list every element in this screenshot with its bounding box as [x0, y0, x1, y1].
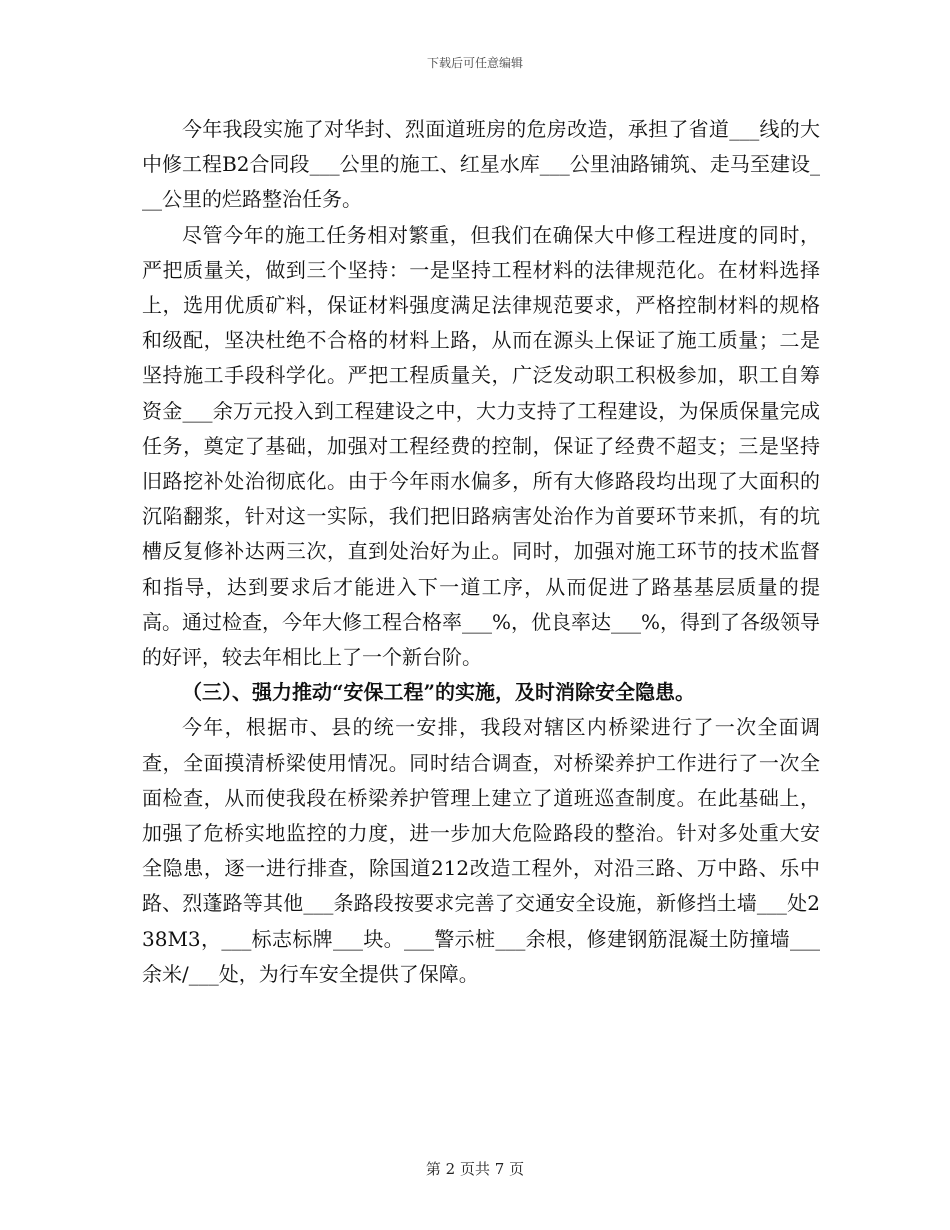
- header-note: 下载后可任意编辑: [426, 56, 523, 70]
- paragraph-1: 今年我段实施了对华封、烈面道班房的危房改造，承担了省道___线的大中修工程B2合同段___公里的施工、红星水库___公里油路铺筑、走马至建设___公里的烂路整治任务。: [142, 117, 820, 212]
- section-heading: （三）、强力推动“安保工程”的实施，及时消除安全隐患。: [182, 680, 696, 705]
- document-body: [142, 112, 820, 992]
- paragraph-3: 今年，根据市、县的统一安排，我段对辖区内桥梁进行了一次全面调查，全面摸清桥梁使用情况。同时结合调查，对桥梁养护工作进行了一次全面检查，从而使我段在桥梁养护管理上建立了道班巡查制度。在此基础上，加强了危桥实地监控的力度，进一步加大危险路段的整治。针对多处重大安全隐患，逐一进行排查，除国道212改造工程外，对沿三路、万中路、乐中路、烈蓬路等其他___条路段按要求完善了交通安全设施，新修挡土墙___处238M3，___标志标牌___块。___警示桩___余根，修建钢筋混凝土防撞墙___余米/___处，为行车安全提供了保障。: [142, 715, 820, 986]
- page-number: 第 2 页共 7 页: [425, 1160, 525, 1178]
- paragraph-2: 尽管今年的施工任务相对繁重，但我们在确保大中修工程进度的同时，严把质量关，做到三个坚持：一是坚持工程材料的法律规范化。在材料选择上，选用优质矿料，保证材料强度满足法律规范要求，严格控制材料的规格和级配，坚决杜绝不合格的材料上路，从而在源头上保证了施工质量；二是坚持施工手段科学化。严把工程质量关，广泛发动职工积极参加，职工自筹资金___余万元投入到工程建设之中，大力支持了工程建设，为保质保量完成任务，奠定了基础，加强对工程经费的控制，保证了经费不超支；三是坚持旧路挖补处治彻底化。由于今年雨水偏多，所有大修路段均出现了大面积的沉陷翻浆，针对这一实际，我们把旧路病害处治作为首要环节来抓，有的坑槽反复修补达两三次，直到处治好为止。同时，加强对施工环节的技术监督和指导，达到要求后才能进入下一道工序，从而促进了路基基层质量的提高。通过检查，今年大修工程合格率___%，优良率达___%，得到了各级领导的好评，较去年相比上了一个新台阶。: [142, 222, 821, 670]
